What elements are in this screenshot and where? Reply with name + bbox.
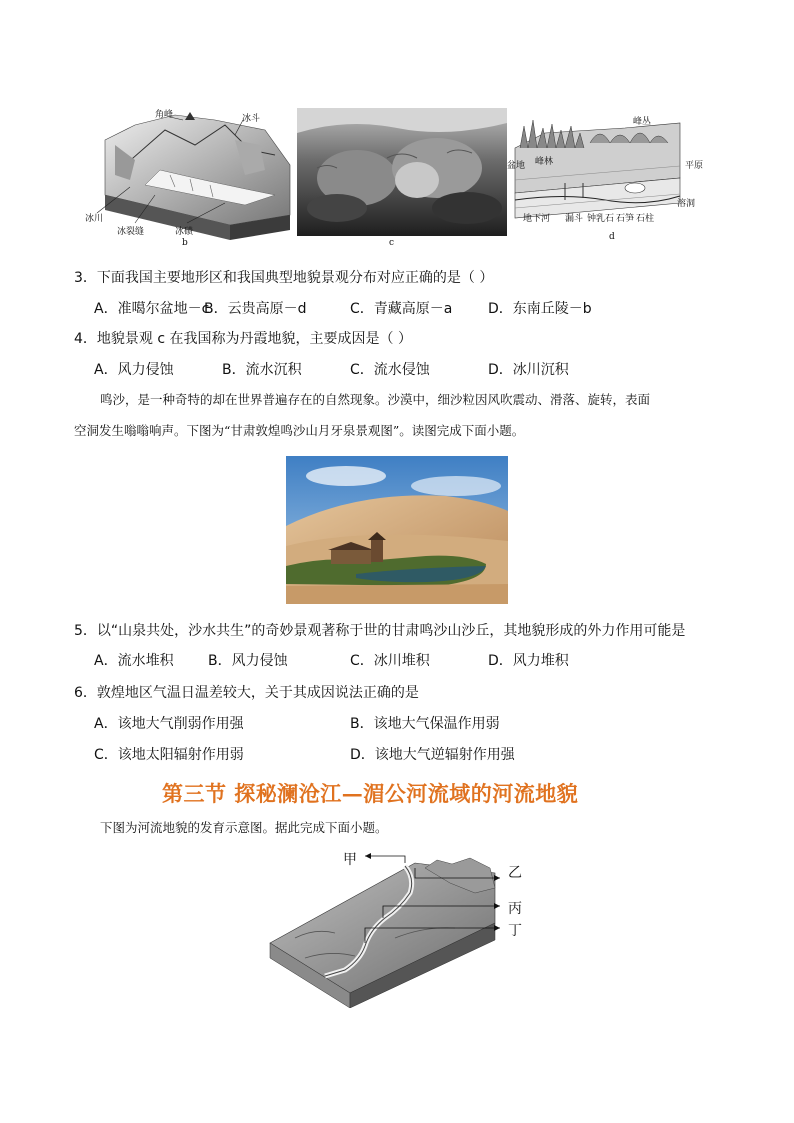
- label-underground-river: 地下河: [523, 214, 551, 224]
- label-ding: 丁: [508, 923, 522, 939]
- label-crevasse: 冰裂缝: [117, 227, 145, 237]
- intro-river: 下图为河流地貌的发育示意图。据此完成下面小题。: [100, 820, 388, 835]
- label-horn: 角峰: [155, 110, 174, 120]
- q3-option-c[interactable]: C．青藏高原－a: [350, 301, 453, 317]
- intro-mingsha-line1: 鸣沙，是一种奇特的却在世界普遍存在的自然现象。沙漠中，细沙粒因风吹震动、滑落、旋转，表面: [100, 392, 651, 407]
- label-basin: 盆地: [507, 161, 526, 171]
- danxia-photo: [297, 108, 507, 236]
- figure-d-karst: [505, 108, 715, 248]
- section-title: 第三节 探秘澜沧江—湄公河流域的河流地貌: [162, 781, 579, 806]
- label-column: 石柱: [636, 214, 655, 224]
- label-stalagmite: 石笋: [616, 214, 635, 224]
- label-sinkhole: 漏斗: [565, 214, 584, 224]
- q3-option-a[interactable]: A．准噶尔盆地－c: [94, 301, 210, 317]
- figure-c-danxia: [297, 108, 507, 248]
- q5-option-a[interactable]: A．流水堆积: [94, 653, 174, 669]
- label-jia: 甲: [343, 852, 357, 868]
- question-4-stem: 4．地貌景观 c 在我国称为丹霞地貌，主要成因是（ ）: [74, 331, 412, 347]
- label-bing: 丙: [508, 901, 522, 917]
- q3-option-b[interactable]: B．云贵高原－d: [204, 301, 307, 317]
- river-landform-diagram: [265, 848, 530, 1008]
- crescent-spring-photo: [286, 456, 508, 604]
- q5-option-d[interactable]: D．风力堆积: [488, 653, 569, 669]
- q4-option-d[interactable]: D．冰川沉积: [488, 362, 569, 378]
- question-5-stem: 5．以“山泉共处，沙水共生”的奇妙景观著称于世的甘肃鸣沙山沙丘，其地貌形成的外力作用可能是: [74, 623, 686, 639]
- caption-c: c: [389, 238, 395, 248]
- label-moraine: 冰碛: [175, 227, 194, 237]
- label-peak-forest: 峰林: [535, 157, 554, 167]
- q4-option-b[interactable]: B．流水沉积: [222, 362, 302, 378]
- q6-option-c[interactable]: C．该地太阳辐射作用弱: [94, 747, 244, 763]
- q5-option-c[interactable]: C．冰川堆积: [350, 653, 430, 669]
- q5-option-b[interactable]: B．风力侵蚀: [208, 653, 288, 669]
- label-yi: 乙: [508, 865, 522, 881]
- q6-option-a[interactable]: A．该地大气削弱作用强: [94, 716, 244, 732]
- label-peak-cluster: 峰丛: [633, 117, 652, 127]
- caption-b: b: [182, 238, 188, 248]
- q6-option-b[interactable]: B．该地大气保温作用弱: [350, 716, 500, 732]
- label-glacier: 冰川: [85, 214, 104, 224]
- label-cave: 溶洞: [677, 199, 696, 209]
- label-stalactite: 钟乳石: [587, 214, 615, 224]
- caption-d: d: [609, 232, 615, 242]
- q4-option-a[interactable]: A．风力侵蚀: [94, 362, 174, 378]
- q3-option-d[interactable]: D．东南丘陵－b: [488, 301, 592, 317]
- question-3-stem: 3．下面我国主要地形区和我国典型地貌景观分布对应正确的是（ ）: [74, 270, 494, 286]
- question-6-stem: 6．敦煌地区气温日温差较大，关于其成因说法正确的是: [74, 685, 419, 701]
- label-cirque: 冰斗: [242, 114, 261, 124]
- figure-b-glacier: [75, 105, 297, 250]
- label-plain: 平原: [685, 161, 704, 171]
- q4-option-c[interactable]: C．流水侵蚀: [350, 362, 430, 378]
- q6-option-d[interactable]: D．该地大气逆辐射作用强: [350, 747, 515, 763]
- intro-mingsha-line2: 空洞发生嗡嗡响声。下图为“甘肃敦煌鸣沙山月牙泉景观图”。读图完成下面小题。: [74, 423, 525, 438]
